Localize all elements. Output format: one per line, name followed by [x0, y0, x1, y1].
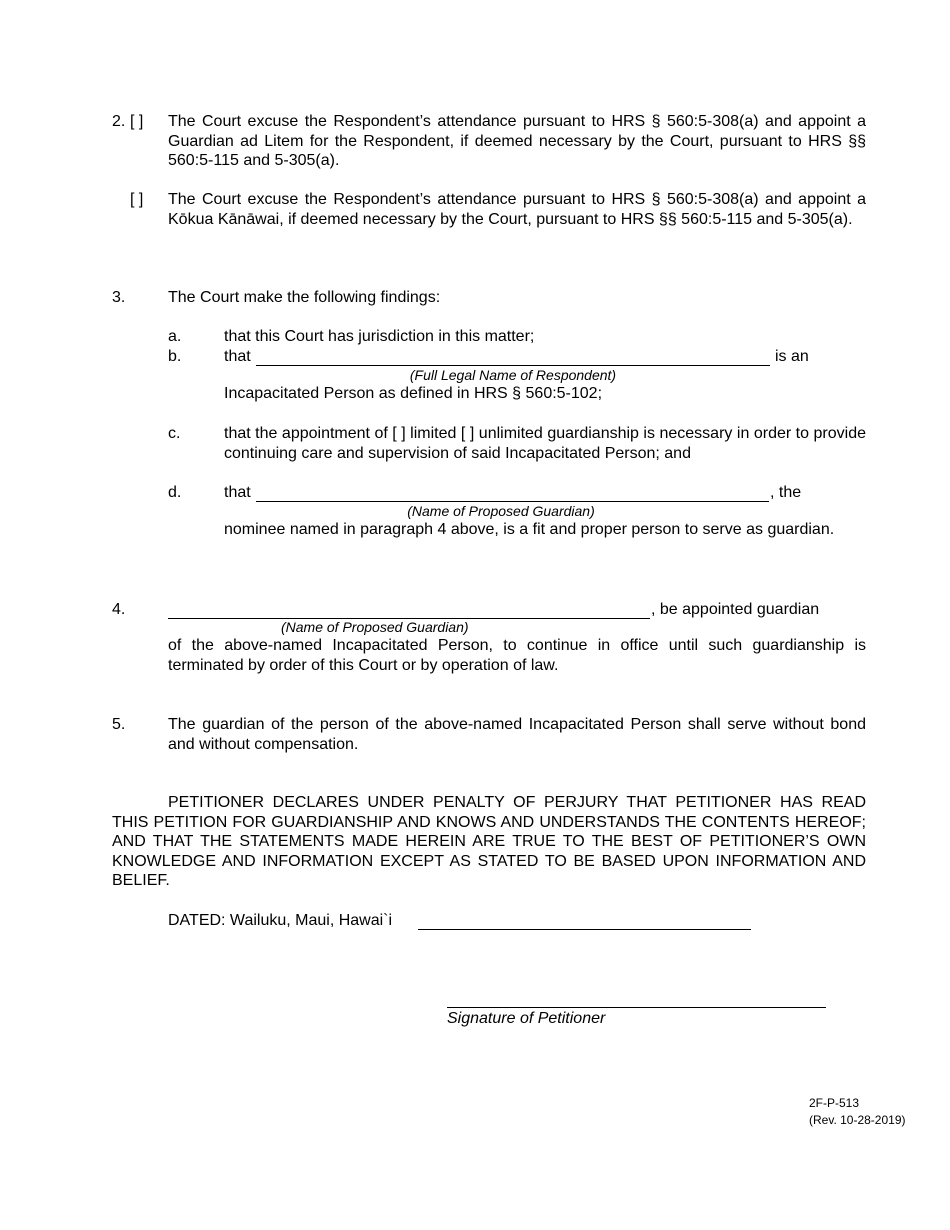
para4-number: 4. — [112, 601, 126, 618]
para2-number: 2. — [112, 113, 126, 130]
para2-checkbox-guardian-ad-litem[interactable]: [ ] — [130, 113, 144, 130]
signature-caption: Signature of Petitioner — [447, 1010, 606, 1027]
signature-line[interactable] — [447, 1005, 826, 1008]
finding-a-text: that this Court has jurisdiction in this matter; — [224, 328, 535, 345]
para3-number: 3. — [112, 289, 126, 306]
para2-checkbox-kokua-kanawai[interactable]: [ ] — [130, 191, 144, 208]
proposed-guardian-name-blank-d[interactable] — [256, 487, 769, 502]
finding-c-letter: c. — [168, 425, 181, 442]
finding-c-text: that the appointment of [ ] limited [ ] unlimited guardianship is necessary in order to provide continuing care and supervision of said Incapacitated Person; and — [224, 425, 866, 462]
finding-b-suffix: is an — [775, 348, 809, 365]
dated-label: DATED: Wailuku, Maui, Hawai`i — [168, 912, 393, 929]
proposed-guardian-caption-4: (Name of Proposed Guardian) — [281, 619, 469, 635]
para2-option-kokua-kanawai: The Court excuse the Respondent’s attendance pursuant to HRS § 560:5-308(a) and appoint a Kōkua Kānāwai, if deemed necessary by the Court, pursuant to HRS §§ 560:5-115 and 5-305(a). — [168, 191, 866, 228]
para5-text: The guardian of the person of the above-named Incapacitated Person shall serve without bond and without compensation. — [168, 716, 866, 753]
para5-number: 5. — [112, 716, 126, 733]
finding-d-suffix: , the — [770, 484, 802, 501]
revision-date: (Rev. 10-28-2019) — [809, 1113, 906, 1127]
proposed-guardian-name-blank-4[interactable] — [168, 604, 650, 619]
respondent-name-caption: (Full Legal Name of Respondent) — [409, 367, 617, 383]
para3-intro: The Court make the following findings: — [168, 289, 441, 306]
date-blank[interactable] — [418, 915, 751, 930]
finding-a-letter: a. — [168, 328, 182, 345]
finding-d-letter: d. — [168, 484, 182, 501]
finding-d-prefix: that — [224, 484, 251, 501]
proposed-guardian-caption-d: (Name of Proposed Guardian) — [407, 503, 595, 519]
para4-continuation: of the above-named Incapacitated Person, to continue in office until such guardianship is terminated by order of this Court or by operation of law. — [168, 637, 866, 674]
perjury-declaration: PETITIONER DECLARES UNDER PENALTY OF PERJURY THAT PETITIONER HAS READ THIS PETITION FOR GUARDIANSHIP AND KNOWS AND UNDERSTANDS THE CONTENTS HEREOF; AND THAT THE STATEMENTS MADE HEREIN ARE TRUE TO THE BEST OF PETITIONER’S OWN KNOWLEDGE AND INFORMATION EXCEPT AS STATED TO BE BASED UPON INFORMATION AND BELIEF. — [112, 794, 866, 889]
finding-b-continuation: Incapacitated Person as defined in HRS § 560:5-102; — [224, 385, 603, 402]
finding-b-prefix: that — [224, 348, 251, 365]
form-number: 2F-P-513 — [809, 1096, 860, 1110]
finding-d-continuation: nominee named in paragraph 4 above, is a fit and proper person to serve as guardian. — [224, 521, 835, 538]
respondent-name-blank[interactable] — [256, 351, 770, 366]
para2-option-guardian-ad-litem: The Court excuse the Respondent’s attendance pursuant to HRS § 560:5-308(a) and appoint a Guardian ad Litem for the Respondent, if deemed necessary by the Court, pursuant to HRS §§ 560:5-115 and 5-305(a). — [168, 113, 866, 169]
finding-b-letter: b. — [168, 348, 182, 365]
para4-suffix: , be appointed guardian — [651, 601, 820, 618]
